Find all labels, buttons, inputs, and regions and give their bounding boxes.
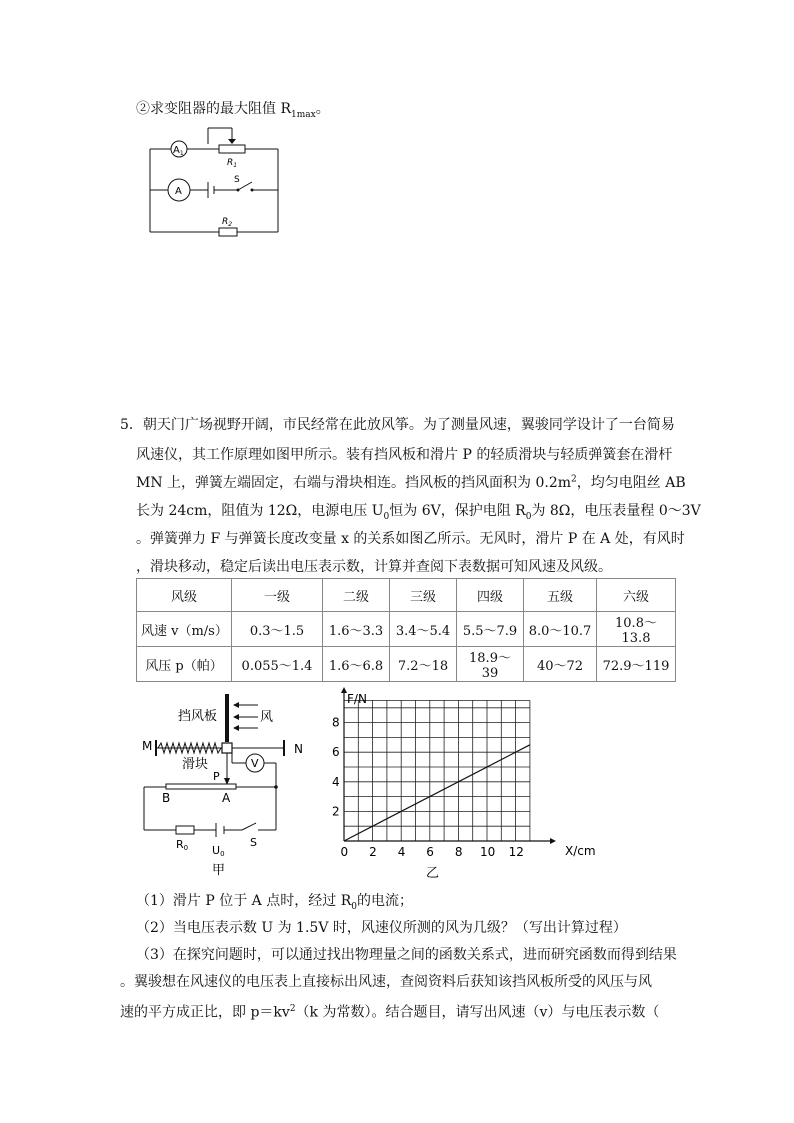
table-row-speed: 风速 v（m/s） 0.3～1.5 1.6～3.3 3.4～5.4 5.5～7.9 8.0～10.7 10.8～13.8 [137,612,676,647]
figure-jia-apparatus [138,690,308,880]
figure-yi-caption: 乙 [426,866,440,881]
wind-level-table [136,578,676,682]
question-3-line-1: （3）在探究问题时，可以通过找出物理量之间的函数关系式，进而研究函数而得到结果 [136,947,677,963]
q5-line-5: 。弹簧弹力 F 与弹簧长度改变量 x 的关系如图乙所示。无风时，滑片 P 在 A 处，有风时 [136,531,685,547]
q4-sub2-text: ②求变阻器的最大阻值 $R_{1max}$。 [136,101,330,120]
resistor-r2-icon [219,228,237,236]
y-tick-label: 4 [332,774,340,789]
resistance-wire-ab [166,784,236,789]
svg-text:风: 风 [260,710,274,725]
chart-ylabel: F/N [347,692,367,706]
svg-text:滑块: 滑块 [182,757,209,772]
q5-line-3: MN 上，弹簧左端固定，右端与滑块相连。挡风板的挡风面积为 $0.2m^2$，均匀电阻丝 AB [136,474,686,491]
table-row-header: 风级 一级 二级 三级 四级 五级 六级 [137,579,676,612]
q5-line-1: 5．朝天门广场视野开阔，市民经常在此放风筝。为了测量风速，翼骏同学设计了一台简易 [120,417,675,433]
svg-text:A: A [175,186,182,197]
y-tick-label: 8 [332,715,340,730]
question-2: （2）当电压表示数 U 为 1.5V 时，风速仪所测的风为几级？（写出计算过程） [136,920,627,936]
rheostat-r1-icon [219,145,245,153]
chart-xlabel: X/cm [565,844,596,858]
x-tick-label: 0 [340,845,349,859]
svg-text:甲: 甲 [212,863,226,878]
x-tick-label: 8 [454,845,463,859]
svg-text:N: N [294,742,303,756]
y-tick-label: 6 [332,745,340,760]
svg-text:R2: $R_2$ [222,217,233,228]
x-tick-label: 6 [426,845,434,859]
svg-text:挡风板: 挡风板 [178,709,218,724]
x-tick-label: 4 [397,845,406,859]
q5-line-2: 风速仪，其工作原理如图甲所示。装有挡风板和滑片 P 的轻质滑块与轻质弹簧套在滑杆 [136,447,673,463]
x-tick-label: 10 [480,845,496,859]
svg-text:U0: U0 [212,844,225,858]
svg-text:V: V [251,757,259,770]
q5-line-4: 长为 24cm，阻值为 12Ω，电源电压 $U_0$恒为 6V，保护电阻 $R_0$为 8Ω，电压表量程 0～3V [136,503,701,522]
svg-text:M: M [142,739,153,753]
svg-text:B: B [162,791,171,805]
resistor-r0-icon [176,826,194,834]
x-tick-label: 2 [369,845,377,859]
y-tick-label: 2 [332,804,340,819]
figure-yi-chart [325,685,615,885]
x-tick-label: 12 [508,845,524,859]
svg-text:S: S [250,836,257,849]
table-row-pressure: 风压 p（帕） 0.055～1.4 1.6～6.8 7.2～18 18.9～39 40～72 72.9～119 [137,647,676,682]
question-1: （1）滑片 P 位于 A 点时，经过 $R_0$的电流； [136,893,413,912]
svg-text:R1: $R_1$ [227,158,238,169]
question-3-line-2: 。翼骏想在风速仪的电压表上直接标出风速，查阅资料后获知该挡风板所受的风压与风 [120,974,652,990]
q5-line-6: ，滑块移动，稳定后读出电压表示数，计算并查阅下表数据可知风速及风级。 [136,559,612,575]
svg-text:P: P [213,770,220,783]
svg-text:S: S [234,175,240,185]
q4-circuit-diagram [140,120,290,240]
svg-text:A: A [222,791,231,805]
svg-text:R0: R0 [176,838,189,852]
svg-text:A1: $A_1$ [173,145,184,157]
question-3-line-3: 速的平方成正比，即 $p=kv^2(k$ 为常数）。结合题目，请写出风速（v）与电压表示数（ [120,1004,660,1021]
